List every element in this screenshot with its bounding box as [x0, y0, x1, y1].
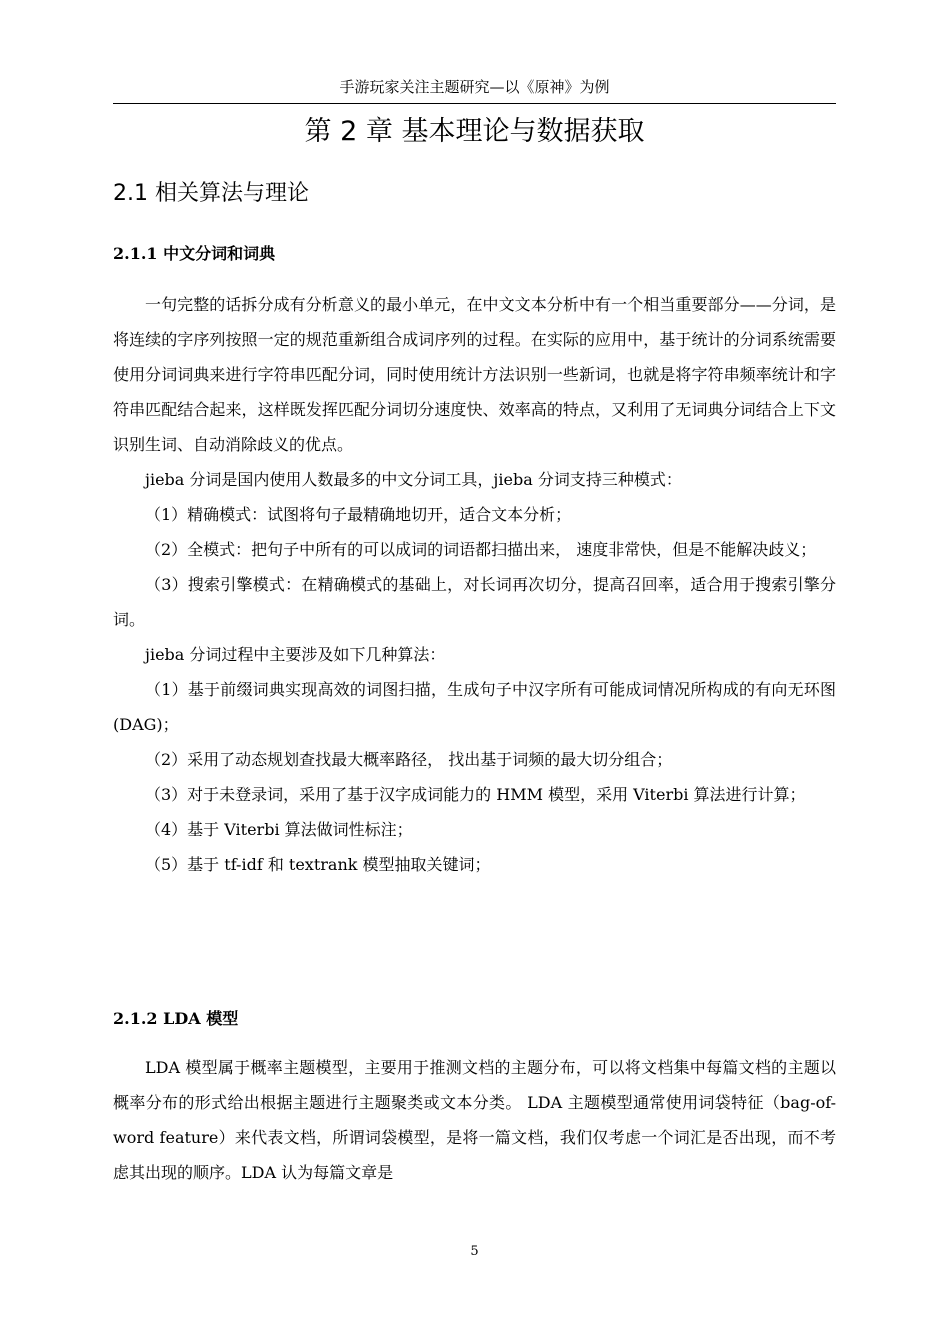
subsection-2-1-2-body [113, 1050, 836, 1190]
section-title: 2.1 相关算法与理论 [113, 181, 309, 206]
list-item: （3）搜索引擎模式：在精确模式的基础上，对长词再次切分，提高召回率，适合用于搜索引擎分词。 [113, 575, 836, 629]
body-paragraph: jieba 分词是国内使用人数最多的中文分词工具，jieba 分词支持三种模式： [145, 470, 682, 489]
list-item: （5）基于 tf-idf 和 textrank 模型抽取关键词； [145, 855, 491, 874]
page-number: 5 [470, 1244, 479, 1259]
subsection-2-1-1-body [113, 287, 836, 882]
body-paragraph: LDA 模型属于概率主题模型，主要用于推测文档的主题分布，可以将文档集中每篇文档的主题以概率分布的形式给出根据主题进行主题聚类或文本分类。 LDA 主题模型通常使用词袋特征（bag-of-word feature）来代表文档，所谓词袋模型，是将一篇文档，我们仅考虑一个词汇是否出现，而不考虑其出现的顺序。LDA 认为每篇文章是 [113, 1058, 836, 1182]
list-item: （2）全模式：把句子中所有的可以成词的词语都扫描出来， 速度非常快，但是不能解决歧义； [145, 540, 817, 559]
list-item: （1）精确模式：试图将句子最精确地切开，适合文本分析； [145, 505, 572, 524]
list-item: （3）对于未登录词，采用了基于汉字成词能力的 HMM 模型，采用 Viterbi 算法进行计算； [145, 785, 806, 804]
chapter-title: 第 2 章 基本理论与数据获取 [304, 116, 645, 147]
header-rule [113, 103, 836, 104]
running-header: 手游玩家关注主题研究—以《原神》为例 [339, 78, 610, 96]
body-paragraph: 一句完整的话拆分成有分析意义的最小单元，在中文文本分析中有一个相当重要部分——分词，是将连续的字序列按照一定的规范重新组合成词序列的过程。在实际的应用中，基于统计的分词系统需要使用分词词典来进行字符串匹配分词，同时使用统计方法识别一些新词，也就是将字符串频率统计和字符串匹配结合起来，这样既发挥匹配分词切分速度快、效率高的特点，又利用了无词典分词结合上下文识别生词、自动消除歧义的优点。 [113, 295, 836, 454]
body-paragraph: jieba 分词过程中主要涉及如下几种算法： [145, 645, 446, 664]
subsection-title-2-1-1: 2.1.1 中文分词和词典 [113, 244, 276, 263]
list-item: （1）基于前缀词典实现高效的词图扫描，生成句子中汉字所有可能成词情况所构成的有向无环图 (DAG)； [113, 680, 836, 734]
subsection-title-2-1-2: 2.1.2 LDA 模型 [113, 1009, 239, 1028]
list-item: （2）采用了动态规划查找最大概率路径， 找出基于词频的最大切分组合； [145, 750, 673, 769]
list-item: （4）基于 Viterbi 算法做词性标注； [145, 820, 413, 839]
